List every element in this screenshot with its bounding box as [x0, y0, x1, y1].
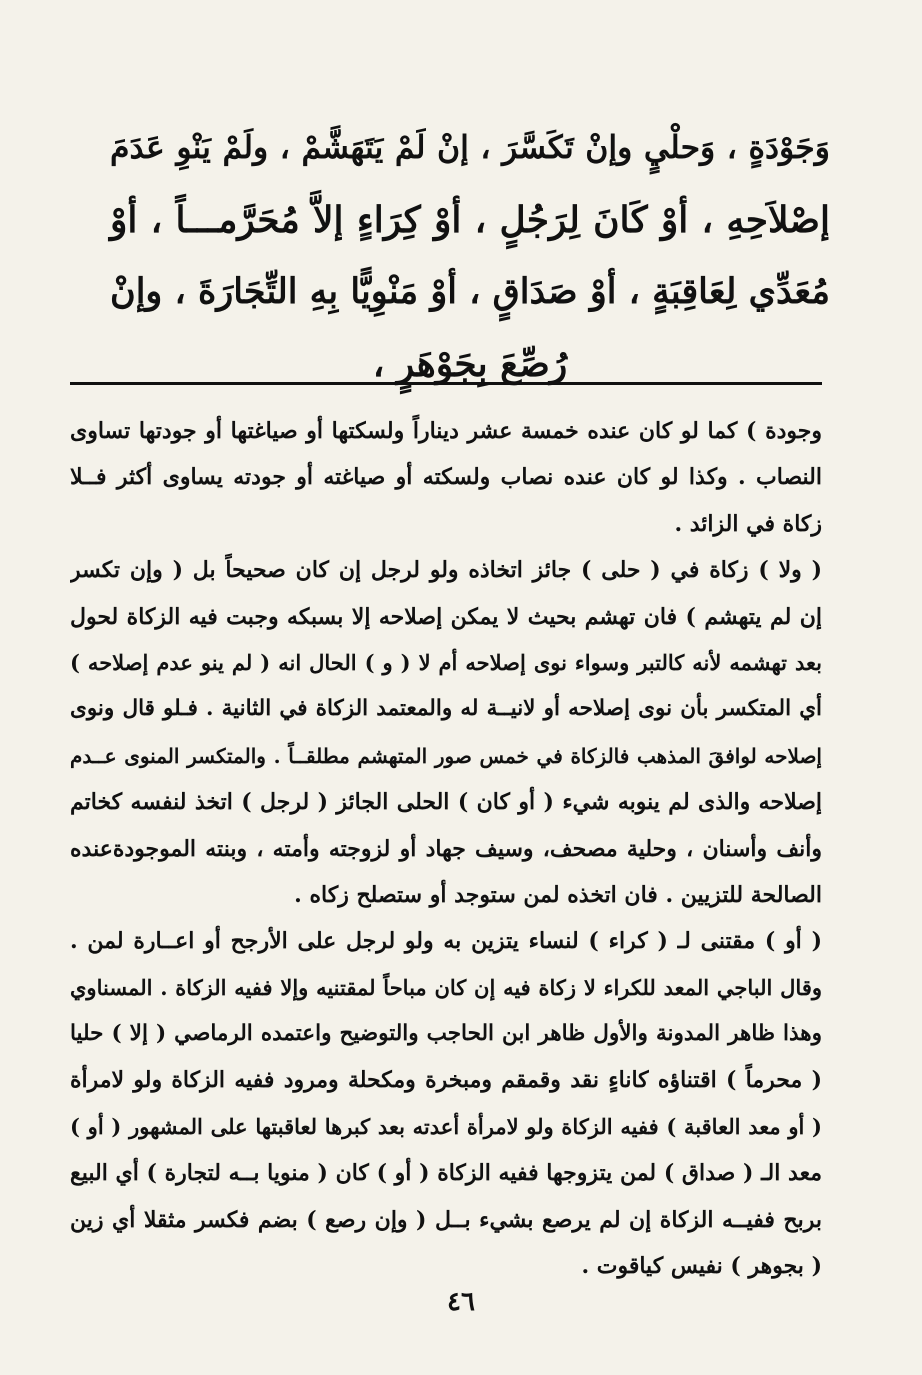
sharh-line: بربح ففيــه الزكاة إن لم يرصع بشيء بــل ( وإن رصع ) بضم فكسر مثقلا أي زين: [70, 1206, 822, 1233]
sharh-line: ( ولا ) زكاة في ( حلى ) جائز اتخاذه ولو لرجل إن كان صحيحاً بل ( وإن تكسر: [70, 557, 822, 584]
sharh-line: وقال الباجي المعد للكراء لا زكاة فيه إن كان مباحاً لمقتنيه وإلا ففيه الزكاة . المسناوي: [70, 974, 822, 1000]
separator-rule: [70, 382, 822, 385]
sharh-text-block: [70, 408, 822, 1289]
sharh-line: بعد تهشمه لأنه كالتبر وسواء نوى إصلاحه أم لا ( و ) الحال انه ( لم ينو عدم إصلاحه ): [70, 649, 822, 675]
sharh-line: ( بجوهر ) نفيس كياقوت .: [581, 1253, 822, 1280]
sharh-line: ( أو معد العاقبة ) ففيه الزكاة ولو لامرأة أعدته بعد كبرها لعاقبتها على المشهور ( أو ): [70, 1113, 822, 1139]
sharh-line: معد الـ ( صداق ) لمن يتزوجها ففيه الزكاة ( أو ) كان ( منويا بــه لتجارة ) أي البيع: [70, 1160, 822, 1187]
sharh-line: ( محرماً ) اقتناؤه كاناءٍ نقد وقمقم ومبخرة ومكحلة ومرود ففيه الزكاة ولو لامرأة: [70, 1067, 822, 1094]
sharh-line: إصلاحه لوافقَ المذهب فالزكاة في خمس صور المتهشم مطلقــاً . والمتكسر المنوى عــدم: [70, 743, 822, 768]
sharh-line: أي المتكسر بأن نوى إصلاحه أو لانيــة له والمعتمد الزكاة في الثانية . فـلو قال ونوى: [70, 696, 822, 722]
sharh-line: وأنف وأسنان ، وحلية مصحف، وسيف جهاد أو لزوجته وأمته ، وبنته الموجودةعنده: [70, 835, 822, 862]
sharh-line: إن لم يتهشم ) فان تهشم بحيث لا يمكن إصلاحه إلا بسبكه وجبت فيه الزكاة لحول: [70, 603, 822, 630]
sharh-line: النصاب . وكذا لو كان عنده نصاب ولسكته أو صياغته أو جودته يساوى أكثر فــلا: [70, 464, 822, 491]
matn-text-block: [110, 112, 830, 400]
sharh-line: ( أو ) مقتنى لـ ( كراء ) لنساء يتزين به ولو لرجل على الأرجح أو اعــارة لمن .: [70, 928, 822, 955]
sharh-line: إصلاحه والذى لم ينوبه شيء ( أو كان ) الحلى الجائز ( لرجل ) اتخذ لنفسه كخاتم: [70, 789, 822, 816]
sharh-line: وجودة ) كما لو كان عنده خمسة عشر ديناراً ولسكتها أو صياغتها أو جودتها تساوى: [70, 418, 822, 444]
matn-line: مُعَدِّي لِعَاقِبَةٍ ، أوْ صَدَاقٍ ، أوْ مَنْوِيًّا بِهِ التِّجَارَةَ ، وإنْ: [110, 271, 830, 312]
page-number: ٤٦: [447, 1287, 475, 1317]
sharh-line: وهذا ظاهر المدونة والأول ظاهر ابن الحاجب والتوضيح واعتمده الرماصي ( إلا ) حليا: [70, 1021, 822, 1047]
sharh-line: الصالحة للتزيين . فان اتخذه لمن ستوجد أو ستصلح زكاه .: [294, 881, 822, 908]
matn-line: رُصِّعَ بِجَوْهَرٍ ،: [372, 343, 568, 385]
matn-line: وَجَوْدَةٍ ، وَحلْيٍ وإنْ تَكَسَّرَ ، إنْ لَمْ يَتَهَشَّمْ ، ولَمْ يَنْوِ عَدَمَ: [110, 129, 830, 166]
matn-line: إصْلاَحِهِ ، أوْ كَانَ لِرَجُلٍ ، أوْ كِرَاءٍ إلاَّ مُحَرَّمـــاً ، أوْ: [110, 199, 830, 241]
sharh-line: زكاة في الزائد .: [674, 510, 822, 537]
